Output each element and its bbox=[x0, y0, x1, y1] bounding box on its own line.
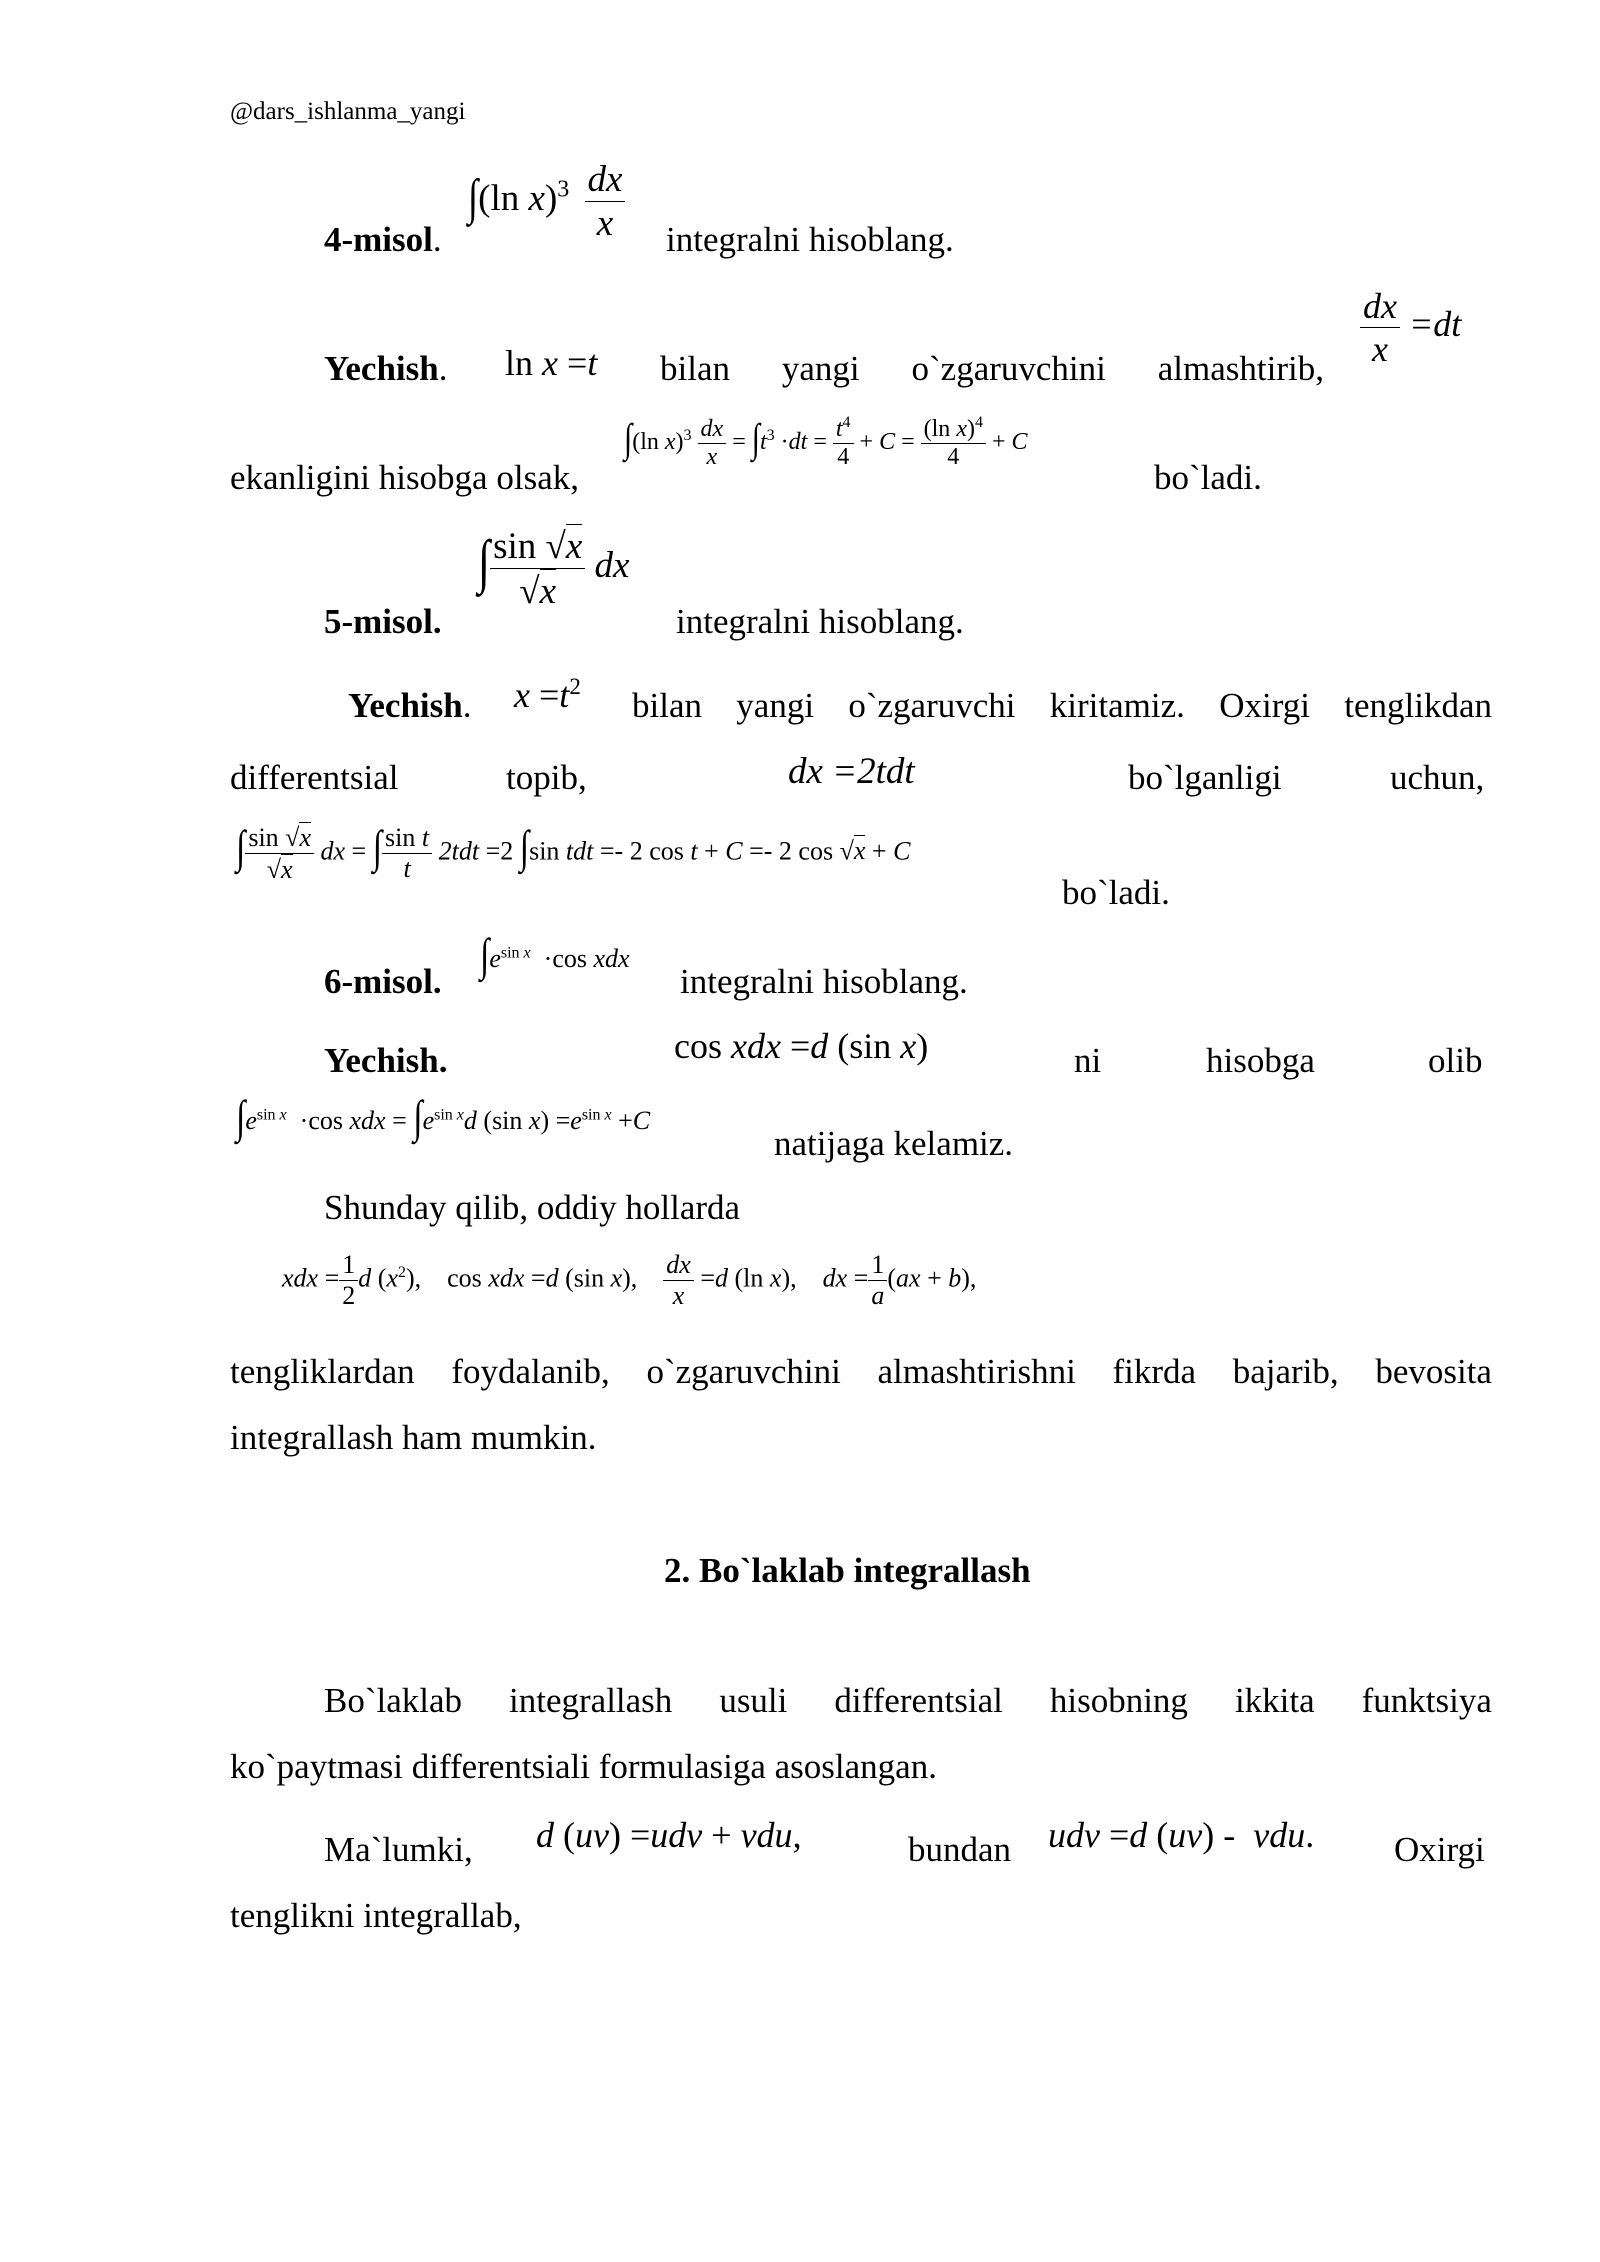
formula-dx-over-x-eq-dt: $\frac{dx}{x}$ =dt bbox=[1360, 285, 1461, 370]
example-5-after: integralni hisoblang. bbox=[676, 602, 964, 641]
summary-paragraph-line2: integrallash ham mumkin. bbox=[230, 1418, 597, 1457]
section-heading: 2. Bo`laklab integrallash bbox=[664, 1551, 1031, 1590]
formula-ex4-integral: ∫(ln x)$^3$ $\frac{dx}{x}$ bbox=[468, 158, 625, 245]
formula-ex6-integral: $\int e^{sin x} \cdot\cos$ xdx bbox=[480, 930, 630, 981]
example-4-after: integralni hisoblang. bbox=[666, 220, 954, 259]
word: almashtirishni bbox=[877, 1352, 1076, 1391]
parts-p2-start: Ma`lumki, bbox=[324, 1830, 473, 1869]
parts-p2-end: Oxirgi bbox=[1394, 1830, 1485, 1869]
parts-p2-mid: bundan bbox=[908, 1830, 1012, 1869]
formula-dx-eq-2tdt: dx =2tdt bbox=[788, 751, 915, 792]
word: ikkita bbox=[1234, 1681, 1315, 1720]
ex4-solution-label: Yechish bbox=[324, 349, 439, 388]
word: foydalanib, bbox=[451, 1352, 610, 1391]
ex5-line2-w2: topib, bbox=[506, 758, 587, 797]
word: yangi bbox=[736, 686, 815, 725]
ex5-line2-w3: bo`lganligi bbox=[1128, 758, 1282, 797]
ex6-line2-end: natijaga kelamiz. bbox=[774, 1124, 1014, 1163]
formula-ex5-integral: ∫ $\frac{\sin √x}{√x}$ dx bbox=[478, 526, 630, 612]
ex5-line2-w4: uchun, bbox=[1390, 758, 1485, 797]
word: integrallash bbox=[509, 1681, 673, 1720]
parts-p2-line2: tenglikni integrallab, bbox=[230, 1896, 522, 1935]
word: bilan bbox=[632, 686, 702, 725]
example-6-after: integralni hisoblang. bbox=[680, 962, 968, 1001]
formula-x-eq-t-squared: $x =t^2$ bbox=[514, 674, 581, 715]
parts-paragraph-line2: ko`paytmasi differentsiali formulasiga asoslangan. bbox=[230, 1747, 937, 1786]
example-6-label: 6-misol. bbox=[324, 962, 442, 1001]
formula-udv: udv =d (uv) - vdu. bbox=[1048, 1815, 1315, 1855]
formula-d-uv: d (uv) =udv + vdu, bbox=[536, 1815, 802, 1855]
word: hisobning bbox=[1049, 1681, 1188, 1720]
word: Bo`laklab bbox=[324, 1681, 463, 1720]
parts-paragraph-line1 bbox=[324, 1683, 1492, 1718]
word: usuli bbox=[719, 1681, 788, 1720]
word: funktsiya bbox=[1361, 1681, 1492, 1720]
ex4-line2-end: bo`ladi. bbox=[1154, 458, 1262, 497]
word: differentsial bbox=[834, 1681, 1003, 1720]
word: o`zgaruvchini bbox=[911, 349, 1106, 388]
ex5-solution-label: Yechish bbox=[348, 686, 463, 725]
formula-cos-xdx-eq-d-sin-x: cos xdx =d (sin x) bbox=[674, 1026, 929, 1066]
word: bevosita bbox=[1375, 1352, 1492, 1391]
summary-intro: Shunday qilib, oddiy hollarda bbox=[324, 1188, 741, 1227]
ex6-word-olib: olib bbox=[1428, 1041, 1483, 1080]
example-4-label-row: 4-misol. bbox=[324, 220, 442, 259]
ex6-word-hisobga: hisobga bbox=[1206, 1041, 1315, 1080]
ex5-solution-label-row: Yechish. bbox=[348, 686, 472, 725]
ex5-line2-w1: differentsial bbox=[230, 758, 399, 797]
formula-ex5-result: ∫ $\frac{\sin √x}{√x}$ dx = ∫ $\frac{\text{sin t}}{t}$ 2tdt =2 ∫sin tdt =- 2 cos t + C =- 2 cos √x + C bbox=[236, 823, 911, 884]
word: tenglikdan bbox=[1344, 686, 1492, 725]
word: kiritamiz. bbox=[1049, 686, 1185, 725]
formula-ex6-result: $\int e^{sin x} \cdot\cos$ xdx = $\int e^{sin x}d$ (sin $x) =e^{sin x} +C$ bbox=[236, 1092, 651, 1143]
word: bajarib, bbox=[1232, 1352, 1339, 1391]
watermark: @dars_ishlanma_yangi bbox=[230, 98, 466, 125]
example-4-label: 4-misol bbox=[324, 220, 433, 259]
word: bilan bbox=[660, 349, 730, 388]
word: tengliklardan bbox=[230, 1352, 415, 1391]
ex6-solution-label: Yechish. bbox=[324, 1041, 448, 1080]
ex4-solution-label-row: Yechish. bbox=[324, 349, 448, 388]
formula-ln-x-eq-t: ln x =t bbox=[505, 343, 598, 383]
word: o`zgaruvchini bbox=[646, 1352, 841, 1391]
word: almashtirib, bbox=[1157, 349, 1324, 388]
word: fikrda bbox=[1112, 1352, 1197, 1391]
ex4-solution-words bbox=[660, 351, 1324, 386]
summary-paragraph-line1 bbox=[230, 1354, 1492, 1389]
ex5-solution-words bbox=[632, 688, 1492, 723]
word: o`zgaruvchi bbox=[848, 686, 1016, 725]
word: Oxirgi bbox=[1219, 686, 1310, 725]
example-5-label: 5-misol. bbox=[324, 602, 442, 641]
formula-differential-identities: xdx = $\frac{1}{2}$ d $(x^2)$, cos xdx =d (sin x), $\frac{dx}{x}$ =d (ln x), dx = $\frac{1}{a}$ (ax + b), bbox=[282, 1250, 977, 1310]
ex5-line3-end: bo`ladi. bbox=[1062, 873, 1170, 912]
word: yangi bbox=[781, 349, 860, 388]
ex4-line2-start: ekanligini hisobga olsak, bbox=[230, 458, 579, 497]
ex6-word-ni: ni bbox=[1074, 1041, 1102, 1080]
formula-ex4-result: ∫(ln x)$^3$ $\frac{dx}{x}$ = $\int t^3 \cdot dt$ = $\frac{t^4}{4}$ + C = $\frac{(\ln x)^4}{4}$ + C bbox=[624, 414, 1028, 470]
